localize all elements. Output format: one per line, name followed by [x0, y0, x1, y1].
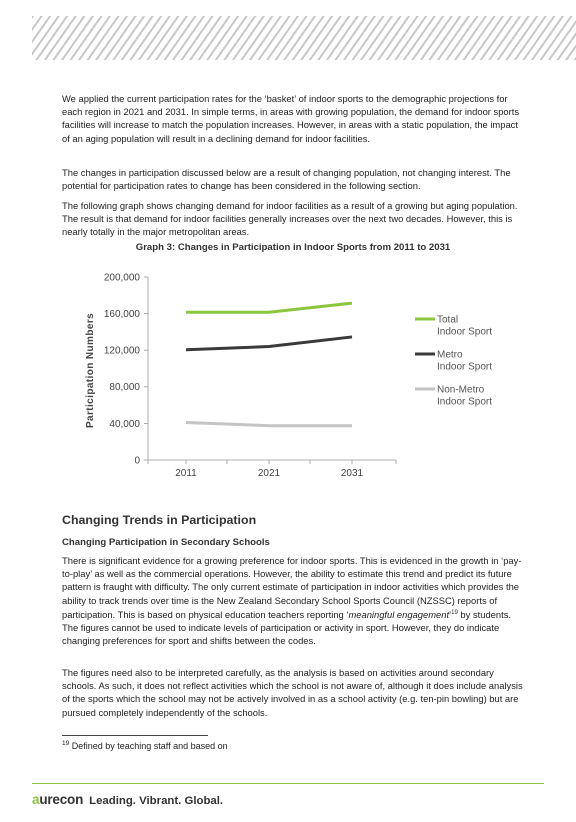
series-line-1 — [186, 337, 352, 350]
paragraph-5: The figures need also to be interpreted carefully, as the analysis is based on activities around secondary schools. As such, it does not reflect activities which the school is not aware of, although it does include analysis of the sports which the school may not be actively involved in as a school activity (e.g. ten-pin bowling) but are pursued completely independently of the schools. — [62, 667, 523, 718]
series-line-0 — [186, 303, 352, 312]
footnote-number: 19 — [62, 740, 70, 747]
y-tick-label: 160,000 — [103, 309, 140, 320]
footer-tagline: Leading. Vibrant. Global. — [89, 795, 224, 807]
paragraph-2: The changes in participation discussed below are a result of changing population, not changing interest. The potential for participation rates to change has been considered in the following section. — [62, 167, 511, 192]
footnote-text: Defined by teaching staff and based on — [69, 741, 228, 751]
participation-line-chart — [62, 258, 524, 498]
paragraph-1: We applied the current participation rates for the ‘basket’ of indoor sports to the demographic projections for each region in 2021 and 2031. In simple terms, in areas with growing population, the demand for indoor sports facilities will increase to match the population increases. However, in areas with a static population, the impact of an aging population will result in a declining demand for indoor facilities. — [62, 93, 520, 144]
graph-title: Graph 3: Changes in Participation in Indoor Sports from 2011 to 2031 — [135, 242, 451, 253]
footnote-ref[interactable]: 19 — [451, 609, 458, 616]
paragraph-3: The following graph shows changing demand for indoor facilities as a result of a growing but aging population. The result is that demand for indoor facilities generally increases over the next two decades. However, this is nearly totally in the major metropolitan areas. — [62, 200, 518, 238]
x-tick-label: 2031 — [340, 468, 364, 479]
meaningful-engagement-term: meaningful engagement — [348, 608, 450, 620]
header-hatch-band — [32, 16, 576, 60]
y-tick-label: 40,000 — [109, 418, 140, 430]
aurecon-logo: aurecon — [32, 792, 84, 807]
footer — [32, 792, 223, 807]
x-tick-label: 2011 — [175, 468, 197, 479]
y-tick-label: 120,000 — [103, 345, 140, 357]
section-heading: Changing Trends in Participation — [62, 513, 257, 527]
y-tick-label: 80,000 — [109, 382, 140, 394]
footnote-divider — [62, 735, 208, 736]
paragraph-4-text-b: by students. The figures cannot be used to indicate levels of participation or activity in sport. However, they do indicate changing preferences for sport and shifts between the codes. — [62, 608, 511, 647]
footer-divider — [32, 783, 544, 784]
legend-label-1: Metro Indoor Sport — [437, 349, 493, 373]
legend-label-0: Total Indoor Sport — [437, 314, 493, 338]
closing-quote: ’ — [449, 608, 452, 620]
paragraph-4-text-a: There is significant evidence for a growing preference for indoor sports. This is evidenced in the growth in ‘pay-to-play’ as well as the commercial operations. However, the ability to estimate this trend and predict its future pattern is fraught with difficulty. The only current estimate of participation in indoor activities which provides the ability to track trends over time is the New Zealand Secondary School Sports Council (NZSSC) reports of participation. This is based on physical education teachers reporting ‘ — [62, 555, 522, 620]
x-tick-label: 2021 — [257, 468, 281, 479]
legend-label-2: Non-Metro Indoor Sport — [437, 384, 493, 408]
sub-heading: Changing Participation in Secondary Schools — [62, 537, 270, 548]
footnote — [62, 740, 228, 751]
y-axis-label: Participation Numbers — [85, 312, 96, 429]
series-line-2 — [186, 422, 352, 425]
y-tick-label: 0 — [134, 455, 140, 467]
paragraph-4 — [62, 554, 524, 648]
y-tick-label: 200,000 — [103, 272, 140, 284]
